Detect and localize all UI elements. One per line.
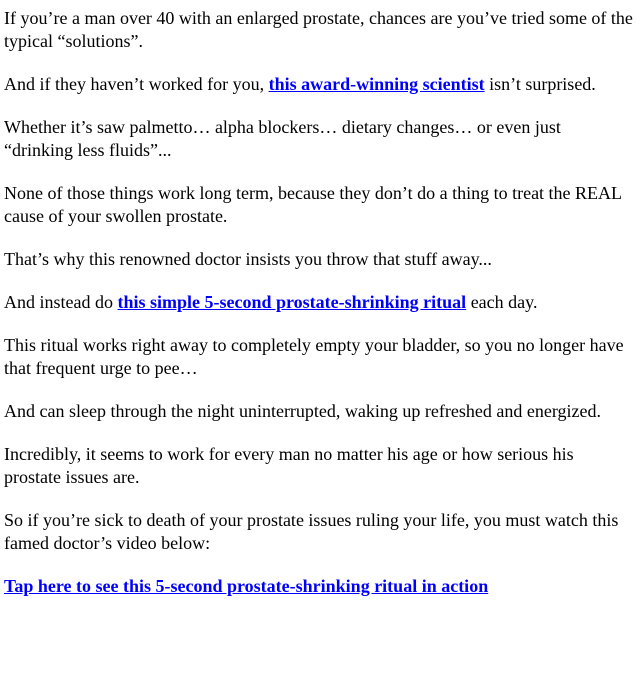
paragraph-text: Whether it’s saw palmetto… alpha blockers… dietary changes… or even just “drinking less fluids”... bbox=[4, 117, 561, 160]
paragraph-text: That’s why this renowned doctor insists you throw that stuff away... bbox=[4, 249, 492, 269]
paragraph-text: This ritual works right away to completely empty your bladder, so you no longer have that frequent urge to pee… bbox=[4, 335, 624, 378]
paragraph-text: And if they haven’t worked for you, bbox=[4, 74, 269, 94]
email-body bbox=[4, 7, 634, 598]
award-winning-scientist-link[interactable]: this award-winning scientist bbox=[268, 74, 485, 94]
paragraph-text: And can sleep through the night uninterrupted, waking up refreshed and energized. bbox=[4, 401, 601, 421]
paragraph-text: Incredibly, it seems to work for every man no matter his age or how serious his prostate issues are. bbox=[4, 444, 574, 487]
paragraph-text: isn’t surprised. bbox=[484, 74, 596, 94]
paragraph-text: each day. bbox=[466, 292, 538, 312]
paragraph-text: None of those things work long term, because they don’t do a thing to treat the REAL cause of your swollen prostate. bbox=[4, 183, 622, 226]
paragraph-text: So if you’re sick to death of your prostate issues ruling your life, you must watch this famed doctor’s video below: bbox=[4, 510, 619, 553]
tap-here-cta-link[interactable]: Tap here to see this 5-second prostate-shrinking ritual in action bbox=[4, 576, 489, 596]
paragraph-ritual bbox=[4, 291, 634, 314]
prostate-shrinking-ritual-link[interactable]: this simple 5-second prostate-shrinking ritual bbox=[117, 292, 467, 312]
paragraph-text: If you’re a man over 40 with an enlarged prostate, chances are you’ve tried some of the typical “solutions”. bbox=[4, 8, 633, 51]
paragraph-sleep bbox=[4, 400, 634, 423]
paragraph-watch-video bbox=[4, 509, 634, 555]
paragraph-throw-away bbox=[4, 248, 634, 271]
paragraph-real-cause bbox=[4, 182, 634, 228]
paragraph-every-man bbox=[4, 443, 634, 489]
paragraph-bladder bbox=[4, 334, 634, 380]
paragraph-typical-solutions bbox=[4, 116, 634, 162]
paragraph-intro bbox=[4, 7, 634, 53]
paragraph-scientist bbox=[4, 73, 634, 96]
paragraph-cta bbox=[4, 575, 634, 598]
paragraph-text: And instead do bbox=[4, 292, 118, 312]
